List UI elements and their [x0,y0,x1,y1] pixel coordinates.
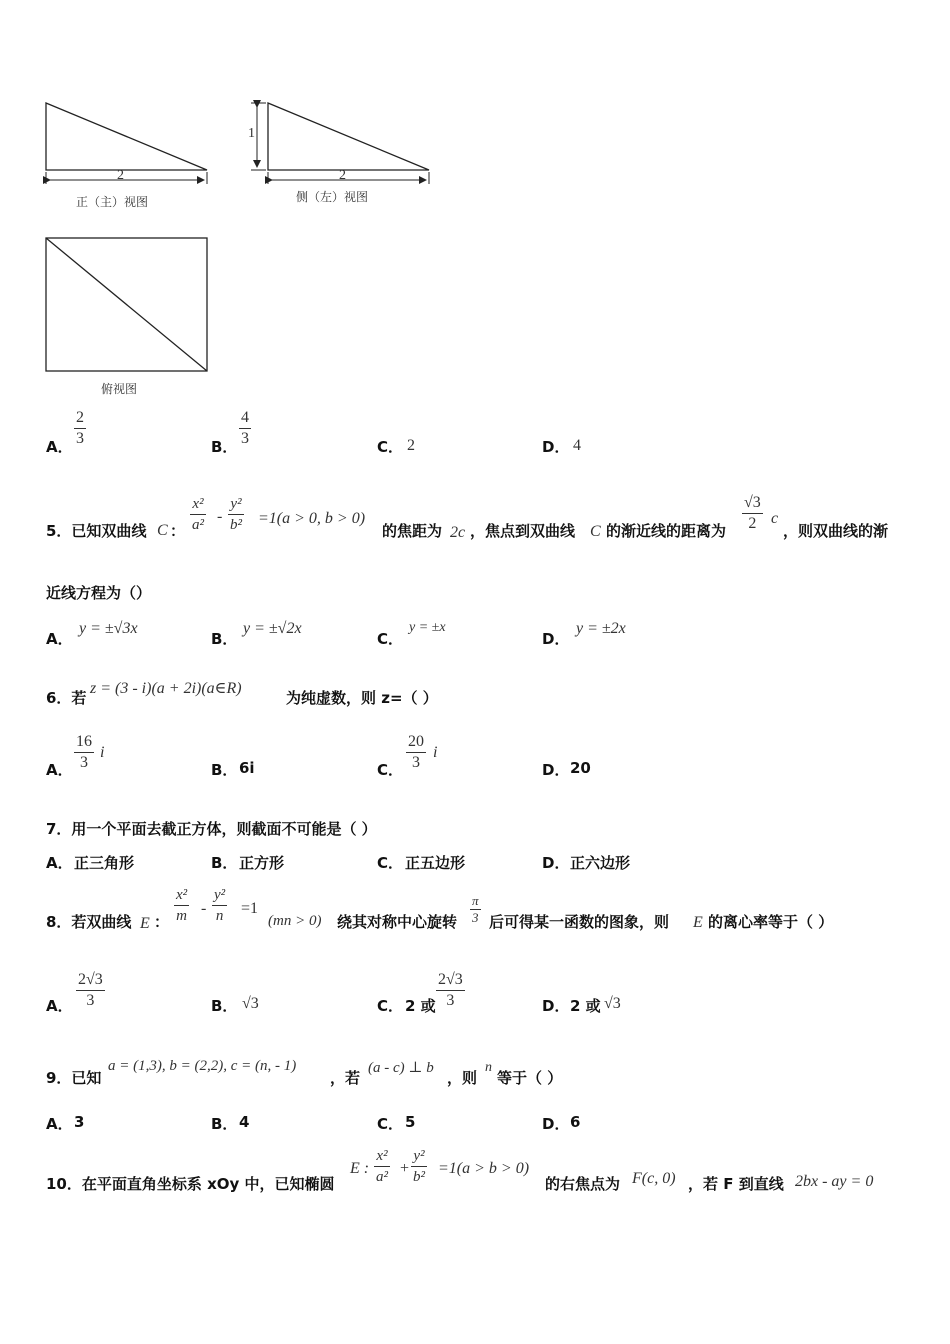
front-view-triangle [46,103,207,170]
q5-frac-x: $\frac{\text{x²}}{\text{a²}}$ [192,496,204,533]
q9-option-b-value: 4 [239,1113,250,1131]
q6-option-c-letter[interactable]: C． [377,761,404,779]
q9-condition: (a - c) ⊥ b [368,1060,434,1076]
q9-vectors: a = (1,3), b = (2,2), c = (n, - 1) [108,1058,297,1074]
q4-option-a-letter[interactable]: A． [46,438,73,456]
q9-prefix: 9．已知 [46,1069,102,1087]
front-view-caption: 正（主）视图 [76,195,149,209]
q10-prefix: 10．在平面直角坐标系 xOy 中，已知椭圆 [46,1175,335,1193]
q5-option-c-value: y = ±x [409,620,446,635]
q7-text: 7．用一个平面去截正方体，则截面不可能是（ ） [46,820,377,838]
q10-line: 2bx - ay = 0 [795,1173,874,1190]
q8-frac-x: $\frac{\text{x²}}{m}$ [176,887,188,924]
q10-focus: F(c, 0) [632,1170,676,1187]
q10-frac-y: $\frac{\text{y²}}{\text{b²}}$ [413,1148,425,1185]
q6-option-b-value: 6i [239,759,255,777]
q8-frac-y: $\frac{\text{y²}}{n}$ [214,887,226,924]
q9-option-d-value: 6 [570,1113,581,1131]
q7-option-c-letter[interactable]: C． [377,854,404,872]
q5-equation-rest: =1(a > 0, b > 0) [258,510,366,527]
q5-distance-fraction: $\frac{√3}{2}$ [744,494,761,532]
q4-option-a-fraction: $\frac{2}{3}$ [76,409,84,447]
q4-option-d-letter[interactable]: D． [542,438,570,456]
q6-option-a-fraction: $\frac{16}{3}$ [76,733,92,771]
q5-option-b-value: y = ±√2x [243,620,302,637]
side-view-caption: 侧（左）视图 [296,190,369,204]
q5-option-c-letter[interactable]: C． [377,630,404,648]
q7-option-d-letter[interactable]: D． [542,854,570,872]
q8-option-d-value: √3 [604,995,621,1012]
q7-option-b-letter[interactable]: B． [211,854,238,872]
q5-2c: 2c [450,524,466,541]
q5-frac-y: $\frac{\text{y²}}{\text{b²}}$ [230,496,242,533]
q9-option-c-value: 5 [405,1113,416,1131]
q8-option-c-letter[interactable]: C． [377,997,404,1015]
q4-option-b-fraction: $\frac{4}{3}$ [241,409,249,447]
q5-option-a-value: y = ±√3x [79,620,138,637]
q5-prefix: 5．已知双曲线 [46,522,147,540]
q5-option-a-letter[interactable]: A． [46,630,73,648]
q5-option-d-letter[interactable]: D． [542,630,570,648]
q7-option-c-value: 正五边形 [405,854,466,872]
q6-option-a-letter[interactable]: A． [46,761,73,779]
q5-C: C [157,522,168,539]
q8-prefix: 8．若双曲线 [46,913,132,931]
top-view-caption: 俯视图 [101,382,138,396]
q6-option-d-letter[interactable]: D． [542,761,570,779]
q8-option-a-letter[interactable]: A． [46,997,73,1015]
q10-equation-rest: =1(a > b > 0) [438,1160,530,1177]
q8-option-b-value: √3 [242,995,259,1012]
q4-option-c-letter[interactable]: C． [377,438,404,456]
q5-option-d-value: y = ±2x [576,620,626,637]
q9-option-a-value: 3 [74,1113,85,1131]
q6-option-d-value: 20 [570,759,591,777]
q5-option-b-letter[interactable]: B． [211,630,238,648]
q9-option-c-letter[interactable]: C． [377,1115,404,1133]
q9-option-a-letter[interactable]: A． [46,1115,73,1133]
q5-line2: 近线方程为（） [46,584,152,602]
side-width-label: 2 [339,168,346,183]
q6-suffix: 为纯虚数，则 z=（ ） [286,689,438,707]
q4-option-c-value: 2 [407,437,415,454]
q4-option-d-value: 4 [573,437,581,454]
side-height-label: 1 [248,126,255,141]
q9-option-d-letter[interactable]: D． [542,1115,570,1133]
q7-option-a-letter[interactable]: A． [46,854,73,872]
q8-pi-over-3: $\frac{\pi}{3}$ [472,893,479,925]
q7-option-a-value: 正三角形 [74,854,135,872]
q6-prefix: 6．若 [46,689,87,707]
q7-option-d-value: 正六边形 [570,854,631,872]
q8-option-c-fraction: $\frac{2√3}{3}$ [438,971,463,1009]
front-dim-label: 2 [117,168,124,183]
q9-option-b-letter[interactable]: B． [211,1115,238,1133]
top-view-diagonal [46,238,207,371]
q8-option-d-letter[interactable]: D． [542,997,570,1015]
q8-option-b-letter[interactable]: B． [211,997,238,1015]
q10-frac-x: $\frac{\text{x²}}{\text{a²}}$ [376,1148,388,1185]
side-view-triangle [268,103,429,170]
q6-option-c-fraction: $\frac{20}{3}$ [408,733,424,771]
q6-option-b-letter[interactable]: B． [211,761,238,779]
q4-option-b-letter[interactable]: B． [211,438,238,456]
q7-option-b-value: 正方形 [239,854,285,872]
q6-expression: z = (3 - i)(a + 2i)(a∈R) [90,680,242,697]
figure-svg [0,0,470,400]
q8-option-a-fraction: $\frac{2√3}{3}$ [78,971,103,1009]
